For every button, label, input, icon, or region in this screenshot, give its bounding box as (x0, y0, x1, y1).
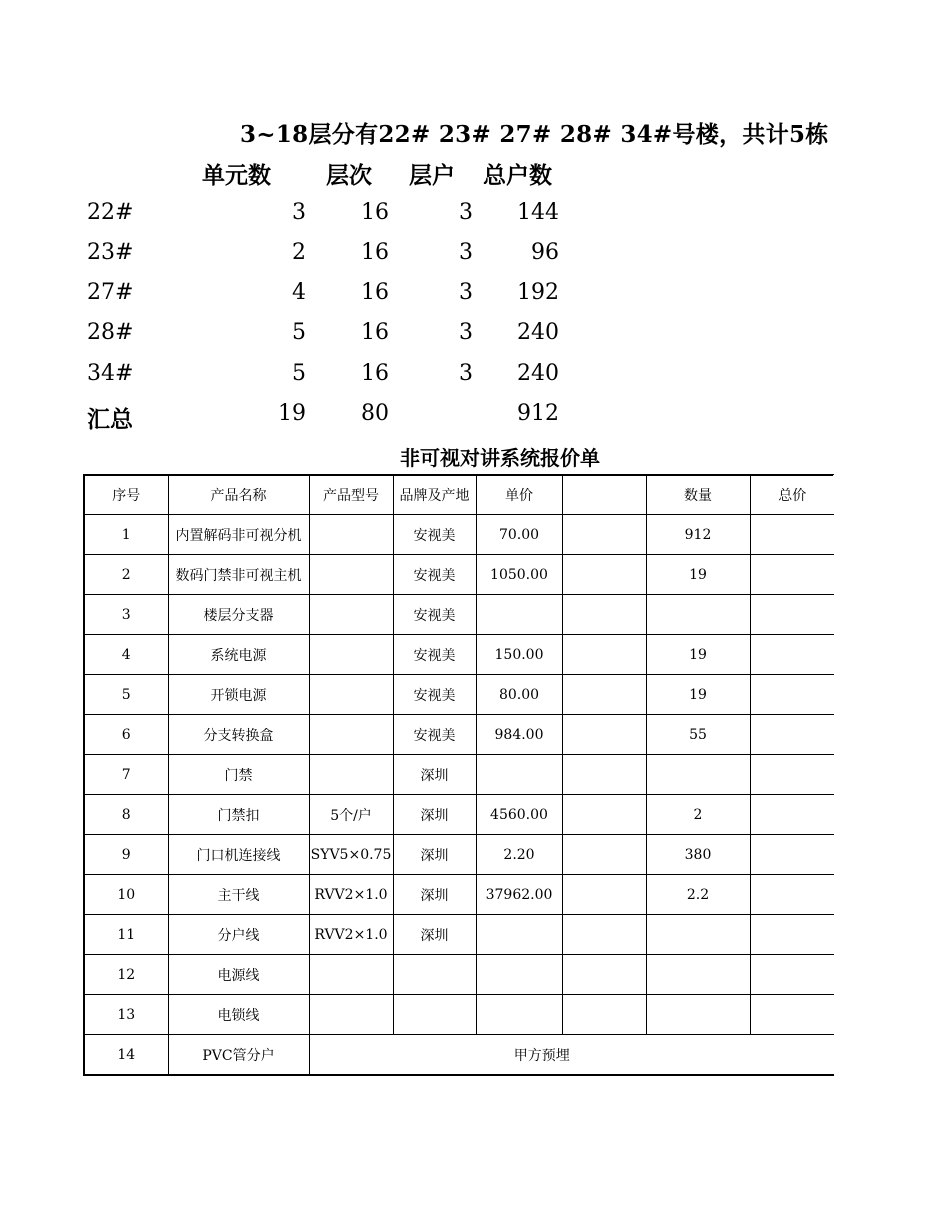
table-row (84, 915, 834, 955)
summary-row (0, 200, 950, 240)
cell-price: 984.00 (476, 715, 562, 755)
cell-qty (646, 915, 750, 955)
cell-extra (562, 955, 646, 995)
cell-name: 分户线 (168, 915, 309, 955)
cell-model (309, 955, 393, 995)
total-value: 96 (531, 240, 559, 265)
cell-brand (393, 955, 476, 995)
cell-total (750, 955, 834, 995)
cell-brand: 深圳 (393, 835, 476, 875)
page-heading: 3~18层分有22# 23# 27# 28# 34#号楼，共计5栋 (240, 121, 829, 148)
cell-extra (562, 795, 646, 835)
cell-total (750, 835, 834, 875)
header-model: 产品型号 (309, 475, 393, 515)
cell-model: SYV5×0.75 (309, 835, 393, 875)
cell-price: 37962.00 (476, 875, 562, 915)
cell-model (309, 515, 393, 555)
units-value: 3 (292, 200, 306, 225)
total-value: 144 (517, 200, 559, 225)
cell-qty: 19 (646, 635, 750, 675)
cell-qty (646, 755, 750, 795)
summary-total-row (0, 401, 950, 441)
cell-model: 5个/户 (309, 795, 393, 835)
total-value: 912 (517, 401, 559, 426)
cell-price: 4560.00 (476, 795, 562, 835)
cell-no: 6 (84, 715, 168, 755)
cell-extra (562, 515, 646, 555)
cell-no: 5 (84, 675, 168, 715)
floors-value: 16 (361, 280, 389, 305)
cell-no: 1 (84, 515, 168, 555)
per-floor-value: 3 (459, 200, 473, 225)
cell-name: 电锁线 (168, 995, 309, 1035)
cell-extra (562, 755, 646, 795)
cell-no: 11 (84, 915, 168, 955)
floors-value: 80 (361, 401, 389, 426)
cell-total (750, 995, 834, 1035)
cell-extra (562, 635, 646, 675)
header-brand: 品牌及产地 (393, 475, 476, 515)
cell-no: 9 (84, 835, 168, 875)
cell-model (309, 635, 393, 675)
table-row (84, 515, 834, 555)
quote-table (83, 474, 834, 1076)
cell-price (476, 995, 562, 1035)
cell-price: 2.20 (476, 835, 562, 875)
header-floors: 层次 (326, 162, 372, 189)
table-row (84, 715, 834, 755)
cell-brand: 安视美 (393, 715, 476, 755)
cell-brand: 深圳 (393, 915, 476, 955)
per-floor-value: 3 (459, 240, 473, 265)
cell-price: 80.00 (476, 675, 562, 715)
floors-value: 16 (361, 320, 389, 345)
cell-total (750, 755, 834, 795)
cell-brand (393, 995, 476, 1035)
table-row (84, 595, 834, 635)
building-label: 23# (87, 240, 134, 265)
cell-price: 70.00 (476, 515, 562, 555)
cell-brand: 安视美 (393, 595, 476, 635)
table-row (84, 675, 834, 715)
header-price: 单价 (476, 475, 562, 515)
cell-total (750, 715, 834, 755)
cell-model: RVV2×1.0 (309, 875, 393, 915)
cell-no: 14 (84, 1035, 168, 1076)
header-name: 产品名称 (168, 475, 309, 515)
cell-brand: 安视美 (393, 555, 476, 595)
building-label: 27# (87, 280, 134, 305)
cell-price: 1050.00 (476, 555, 562, 595)
cell-name: 系统电源 (168, 635, 309, 675)
cell-brand: 安视美 (393, 635, 476, 675)
cell-qty (646, 955, 750, 995)
cell-qty: 19 (646, 675, 750, 715)
cell-extra (562, 675, 646, 715)
cell-no: 12 (84, 955, 168, 995)
building-label: 22# (87, 200, 134, 225)
cell-total (750, 675, 834, 715)
table-row (84, 875, 834, 915)
cell-brand: 安视美 (393, 675, 476, 715)
cell-model (309, 675, 393, 715)
cell-extra (562, 595, 646, 635)
cell-name: PVC管分户 (168, 1035, 309, 1076)
cell-model (309, 995, 393, 1035)
cell-name: 分支转换盒 (168, 715, 309, 755)
units-value: 2 (292, 240, 306, 265)
table-row (84, 555, 834, 595)
cell-note (309, 1035, 834, 1076)
total-value: 192 (517, 280, 559, 305)
units-value: 19 (278, 401, 306, 426)
building-label: 28# (87, 320, 134, 345)
cell-price (476, 755, 562, 795)
cell-total (750, 875, 834, 915)
summary-row (0, 240, 950, 280)
cell-name: 内置解码非可视分机 (168, 515, 309, 555)
table-row (84, 795, 834, 835)
cell-total (750, 515, 834, 555)
cell-qty: 380 (646, 835, 750, 875)
cell-model (309, 715, 393, 755)
cell-brand: 深圳 (393, 795, 476, 835)
header-no: 序号 (84, 475, 168, 515)
cell-qty: 912 (646, 515, 750, 555)
cell-extra (562, 715, 646, 755)
cell-model (309, 555, 393, 595)
cell-name: 电源线 (168, 955, 309, 995)
cell-price (476, 915, 562, 955)
cell-total (750, 635, 834, 675)
cell-price (476, 955, 562, 995)
cell-price (476, 595, 562, 635)
floors-value: 16 (361, 200, 389, 225)
per-floor-value: 3 (459, 280, 473, 305)
cell-name: 门禁 (168, 755, 309, 795)
merged-note: 甲方预埋 (513, 1047, 570, 1064)
cell-name: 数码门禁非可视主机 (168, 555, 309, 595)
total-label: 汇总 (87, 406, 133, 433)
units-value: 5 (292, 320, 306, 345)
table-row (84, 955, 834, 995)
header-qty: 数量 (646, 475, 750, 515)
table-row (84, 995, 834, 1035)
cell-model (309, 595, 393, 635)
cell-no: 8 (84, 795, 168, 835)
table-top-border (83, 474, 833, 476)
table-row (84, 1035, 834, 1076)
cell-no: 10 (84, 875, 168, 915)
cell-model (309, 755, 393, 795)
cell-brand: 安视美 (393, 515, 476, 555)
header-units: 单元数 (202, 162, 271, 189)
table-row (84, 635, 834, 675)
table-row (84, 755, 834, 795)
quote-header-row (84, 475, 834, 515)
cell-name: 门口机连接线 (168, 835, 309, 875)
cell-extra (562, 555, 646, 595)
building-label: 34# (87, 361, 134, 386)
summary-row (0, 320, 950, 360)
cell-qty: 55 (646, 715, 750, 755)
floors-value: 16 (361, 240, 389, 265)
cell-name: 门禁扣 (168, 795, 309, 835)
cell-total (750, 795, 834, 835)
total-value: 240 (517, 320, 559, 345)
cell-total (750, 595, 834, 635)
header-per-floor: 层户 (409, 162, 455, 189)
cell-no: 7 (84, 755, 168, 795)
quote-title: 非可视对讲系统报价单 (400, 446, 600, 470)
cell-no: 3 (84, 595, 168, 635)
units-value: 4 (292, 280, 306, 305)
cell-qty (646, 995, 750, 1035)
cell-price: 150.00 (476, 635, 562, 675)
header-blank (562, 475, 646, 515)
summary-row (0, 280, 950, 320)
cell-extra (562, 915, 646, 955)
cell-model: RVV2×1.0 (309, 915, 393, 955)
per-floor-value: 3 (459, 361, 473, 386)
floors-value: 16 (361, 361, 389, 386)
cell-extra (562, 995, 646, 1035)
units-value: 5 (292, 361, 306, 386)
cell-brand: 深圳 (393, 875, 476, 915)
cell-qty: 2.2 (646, 875, 750, 915)
cell-no: 4 (84, 635, 168, 675)
cell-name: 主干线 (168, 875, 309, 915)
cell-extra (562, 875, 646, 915)
cell-brand: 深圳 (393, 755, 476, 795)
cell-qty (646, 595, 750, 635)
total-value: 240 (517, 361, 559, 386)
cell-total (750, 555, 834, 595)
cell-no: 13 (84, 995, 168, 1035)
per-floor-value: 3 (459, 320, 473, 345)
cell-qty: 19 (646, 555, 750, 595)
cell-name: 开锁电源 (168, 675, 309, 715)
cell-extra (562, 835, 646, 875)
header-total: 总价 (750, 475, 834, 515)
header-total-households: 总户数 (483, 162, 552, 189)
summary-row (0, 361, 950, 401)
cell-name: 楼层分支器 (168, 595, 309, 635)
cell-qty: 2 (646, 795, 750, 835)
cell-no: 2 (84, 555, 168, 595)
table-row (84, 835, 834, 875)
cell-total (750, 915, 834, 955)
